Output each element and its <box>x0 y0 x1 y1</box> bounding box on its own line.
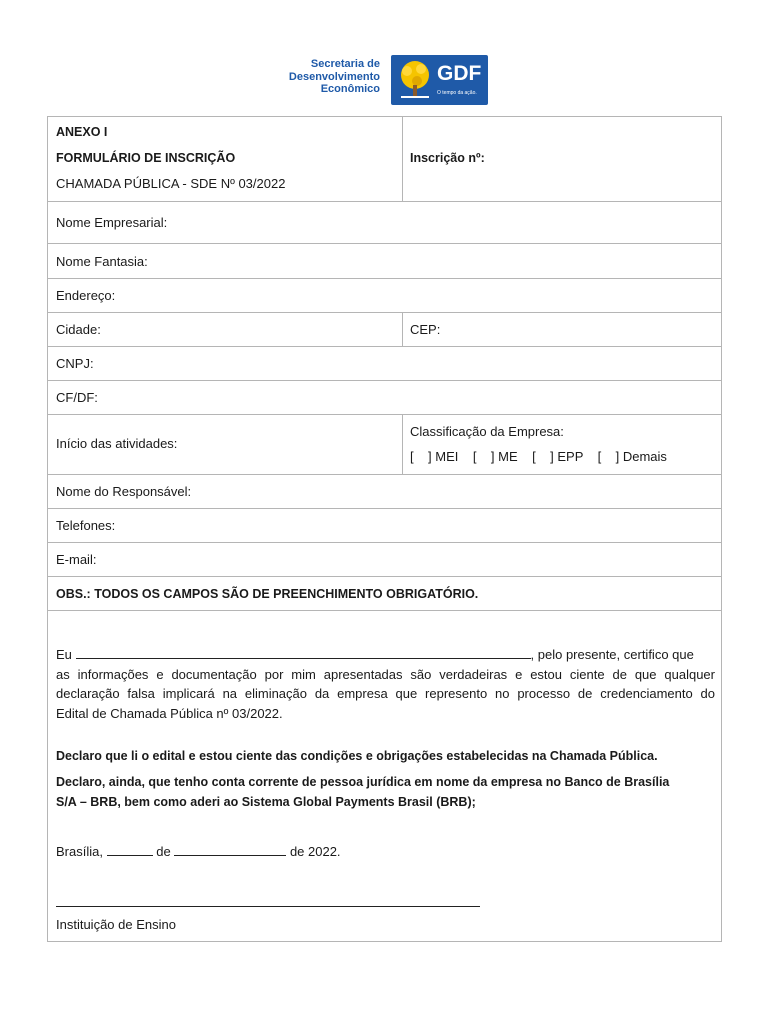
form-title-row <box>48 117 721 202</box>
classification-options[interactable]: [ ] MEI [ ] ME [ ] EPP [ ] Demais <box>410 449 667 464</box>
form-title: FORMULÁRIO DE INSCRIÇÃO <box>56 151 236 165</box>
responsible-field[interactable] <box>48 475 721 509</box>
responsible-label: Nome do Responsável: <box>56 484 192 499</box>
page-header <box>0 54 770 108</box>
registration-label: Inscrição nº: <box>410 151 485 165</box>
declaration-edital: Declaro que li o edital e estou ciente das condições e obrigações estabelecidas na Chamada Pública. <box>56 749 658 763</box>
address-field[interactable] <box>48 279 721 313</box>
declaration-line-4: Edital de Chamada Pública nº 03/2022. <box>56 705 283 721</box>
org-name <box>289 58 380 96</box>
ipe-tree-icon <box>395 59 435 101</box>
de-text-1: de <box>156 844 171 859</box>
gdf-logo <box>391 55 488 105</box>
cfdf-label: CF/DF: <box>56 390 98 405</box>
declaration-brb <box>56 773 715 812</box>
cfdf-field[interactable] <box>48 381 721 415</box>
classification-label: Classificação da Empresa: <box>410 424 564 439</box>
city-label: Cidade: <box>56 322 101 337</box>
declaration-line-2: as informações e documentação por mim apresentadas são verdadeiras e estou ciente de que qualquer <box>56 666 715 682</box>
cnpj-label: CNPJ: <box>56 356 94 371</box>
city-zip-row <box>48 313 721 347</box>
declaration-line-1 <box>56 645 715 665</box>
name-blank[interactable] <box>76 647 531 659</box>
start-date-field[interactable] <box>48 415 402 474</box>
cnpj-field[interactable] <box>48 347 721 381</box>
registration-form <box>47 116 722 942</box>
email-label: E-mail: <box>56 552 97 567</box>
de-text-2: de 2022. <box>289 844 341 859</box>
day-blank[interactable] <box>107 844 153 856</box>
logo-text: GDF <box>437 62 482 85</box>
call-title: CHAMADA PÚBLICA - SDE Nº 03/2022 <box>56 176 286 191</box>
declaration-brb-line-2: S/A – BRB, bem como aderi ao Sistema Global Payments Brasil (BRB); <box>56 794 476 809</box>
annex-label: ANEXO I <box>56 125 108 139</box>
declaration-paragraph <box>56 645 715 723</box>
trade-name-field[interactable] <box>48 244 721 279</box>
classification-field <box>402 415 723 474</box>
trade-name-label: Nome Fantasia: <box>56 254 148 269</box>
org-line-1: Secretaria de <box>310 58 380 70</box>
address-label: Endereço: <box>56 288 116 303</box>
org-line-3: Econômico <box>320 83 380 95</box>
email-field[interactable] <box>48 543 721 577</box>
declaration-brb-line-1: Declaro, ainda, que tenho conta corrente de pessoa jurídica em nome da empresa no Banco de Brasília <box>56 775 670 789</box>
activities-classification-row <box>48 415 721 475</box>
obs-row <box>48 577 721 611</box>
zip-field[interactable] <box>402 313 723 346</box>
obs-text: OBS.: TODOS OS CAMPOS SÃO DE PREENCHIMENTO OBRIGATÓRIO. <box>56 587 479 601</box>
start-date-label: Início das atividades: <box>56 436 178 451</box>
company-name-label: Nome Empresarial: <box>56 215 168 230</box>
registration-number-cell[interactable] <box>402 117 723 201</box>
phones-label: Telefones: <box>56 518 116 533</box>
org-line-2: Desenvolvimento <box>288 70 380 83</box>
zip-label: CEP: <box>410 322 441 337</box>
signature-label: Instituição de Ensino <box>56 917 176 932</box>
city-field[interactable] <box>48 313 402 346</box>
signature-line[interactable] <box>56 906 480 907</box>
city-text: Brasília, <box>56 844 103 859</box>
declaration-line-3: declaração falsa implicará na eliminação da empresa que represento no processo de credenciamento do <box>56 686 715 701</box>
eu-text: Eu <box>56 647 72 662</box>
company-name-field[interactable] <box>48 202 721 244</box>
declaration-line-1-rest: , pelo presente, certifico que <box>530 647 694 662</box>
logo-tagline: O tempo da ação. <box>437 90 477 96</box>
date-line <box>56 844 341 859</box>
title-cell <box>48 117 402 201</box>
phones-field[interactable] <box>48 509 721 543</box>
declaration-section <box>48 611 721 941</box>
month-blank[interactable] <box>174 844 286 856</box>
